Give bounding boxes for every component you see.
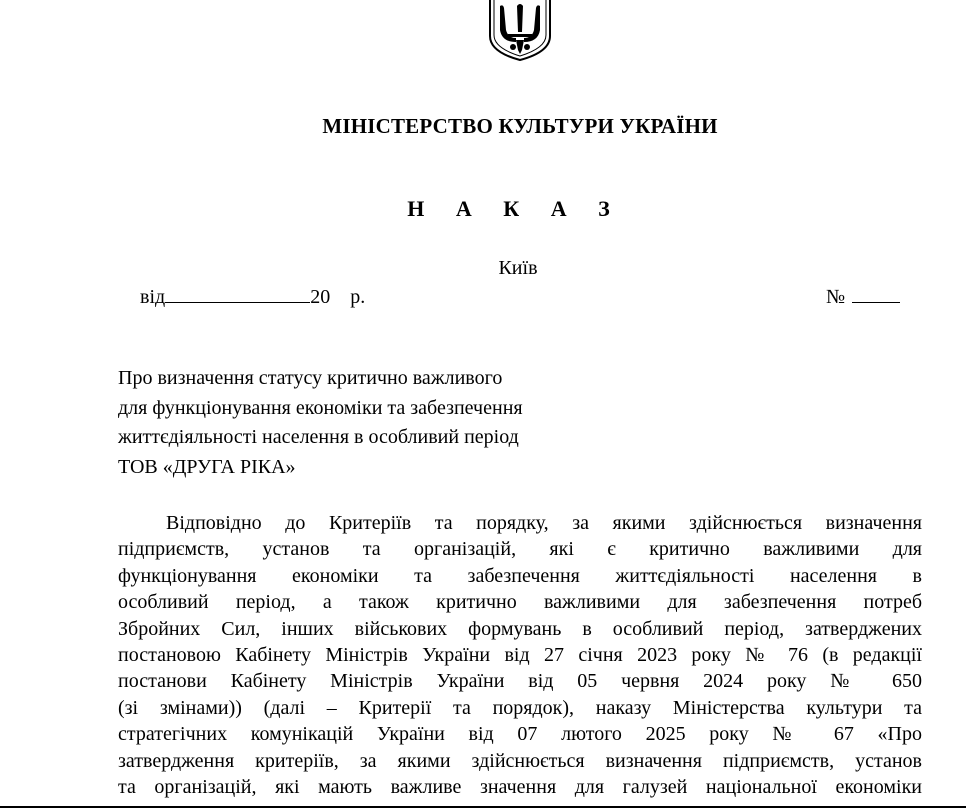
order-subject <box>118 364 523 482</box>
subject-line: ТОВ «ДРУГА РІКА» <box>118 455 296 478</box>
city-label: Київ <box>498 257 538 279</box>
date-row <box>140 284 365 309</box>
body-line: особливий період, а також критично важливими для забезпечення потреб <box>118 591 922 614</box>
date-blank <box>165 284 310 303</box>
subject-line: Про визначення статусу критично важливого <box>118 367 503 389</box>
body-line: функціонування економіки та забезпечення життєдіяльності населення в <box>118 564 922 587</box>
body-line: постановою Кабінету Міністрів України від 27 січня 2023 року № 76 (в редакції <box>118 643 922 666</box>
subject-line: для функціонування економіки та забезпечення <box>118 396 523 419</box>
order-body <box>118 510 922 800</box>
page-edge-rule <box>0 806 966 808</box>
body-line: та організацій, які мають важливе значення для галузей національної економіки <box>118 775 922 798</box>
year-suffix: р. <box>350 286 366 308</box>
body-line: Відповідно до Критеріїв та порядку, за якими здійснюється визначення <box>166 512 922 534</box>
number-label: № <box>826 286 846 308</box>
subject-line: життєдіяльності населення в особливий період <box>118 426 519 448</box>
body-line: постанови Кабінету Міністрів України від 05 червня 2024 року № 650 <box>118 670 922 693</box>
order-title: Н А К А З <box>407 196 623 221</box>
number-row <box>826 284 900 309</box>
body-line: (зі змінами)) (далі – Критерії та порядок), наказу Міністерства культури та <box>118 696 922 719</box>
body-line: Збройних Сил, інших військових формувань в особливий період, затверджених <box>118 617 922 640</box>
number-blank <box>852 284 900 303</box>
body-line: підприємств, установ та організацій, які є критично важливими для <box>118 538 922 561</box>
ukraine-trident-icon <box>486 0 554 62</box>
body-line: стратегічних комунікацій України від 07 лютого 2025 року № 67 «Про <box>118 723 922 746</box>
date-from-label: від <box>140 286 166 308</box>
ministry-title: МІНІСТЕРСТВО КУЛЬТУРИ УКРАЇНИ <box>322 114 718 138</box>
body-line: затвердження критеріїв, за якими здійснюється визначення підприємств, установ <box>118 749 922 772</box>
year-prefix: 20 <box>310 286 331 308</box>
